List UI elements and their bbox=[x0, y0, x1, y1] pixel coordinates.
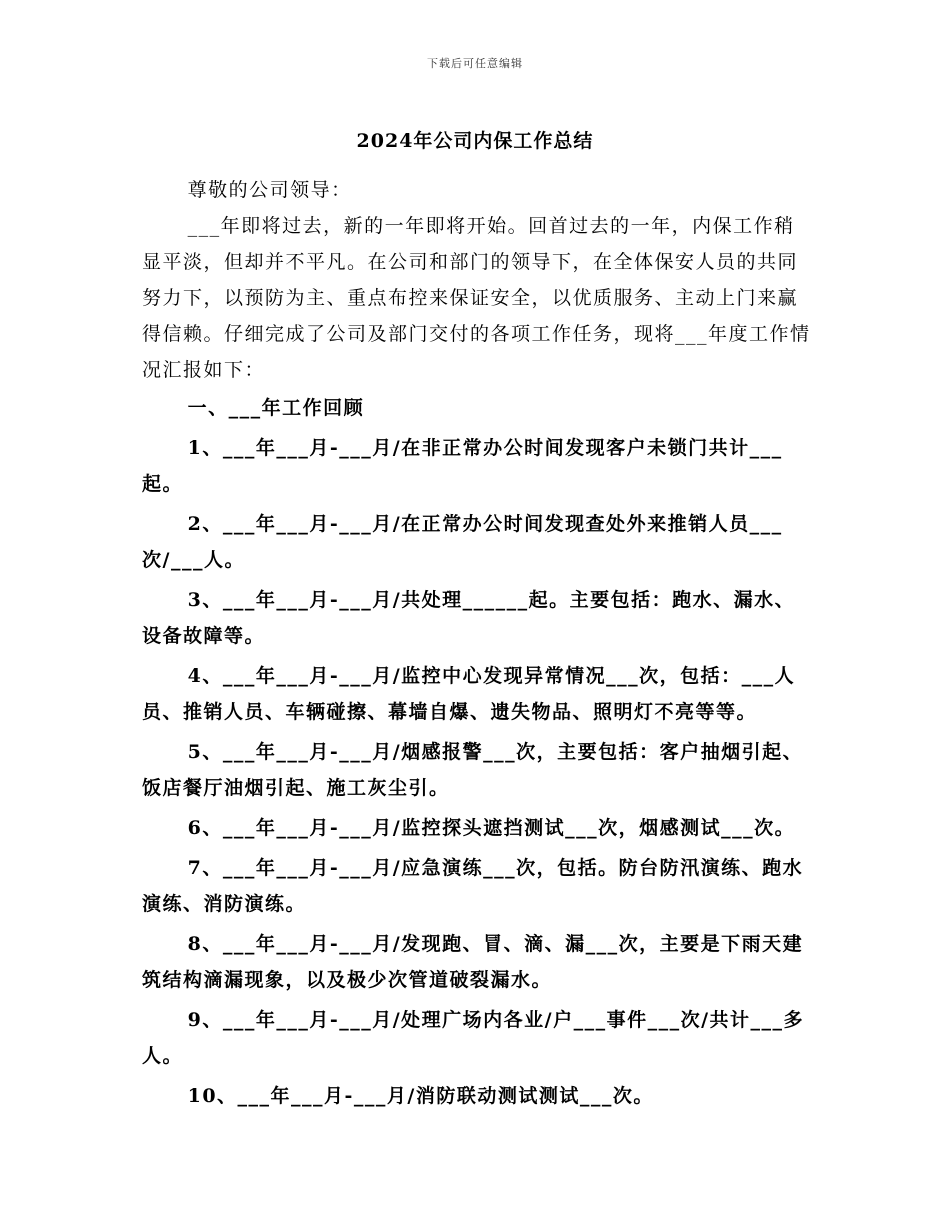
document-title: 2024年公司内保工作总结 bbox=[356, 130, 594, 152]
section-heading: 一、___年工作回顾 bbox=[187, 397, 365, 419]
list-item-2: 2、___年___月-___月/在正常办公时间发现查处外来推销人员___次/___人。 bbox=[142, 513, 783, 571]
list-item-8: 8、___年___月-___月/发现跑、冒、滴、漏___次，主要是下雨天建筑结构滴漏现象，以及极少次管道破裂漏水。 bbox=[142, 933, 804, 991]
list-item-10: 10、___年___月-___月/消防联动测试测试___次。 bbox=[187, 1085, 654, 1107]
salutation: 尊敬的公司领导： bbox=[187, 179, 352, 201]
list-item-1: 1、___年___月-___月/在非正常办公时间发现客户未锁门共计___起。 bbox=[142, 437, 783, 495]
list-item-6: 6、___年___月-___月/监控探头遮挡测试___次，烟感测试___次。 bbox=[187, 817, 796, 839]
page-header-note: 下载后可任意编辑 bbox=[427, 57, 523, 70]
list-item-3: 3、___年___月-___月/共处理______起。主要包括：跑水、漏水、设备故障等。 bbox=[142, 589, 796, 647]
intro-paragraph: ___年即将过去，新的一年即将开始。回首过去的一年，内保工作稍显平淡，但却并不平凡。在公司和部门的领导下，在全体保安人员的共同努力下，以预防为主、重点布控来保证安全，以优质服务、主动上门来赢得信赖。仔细完成了公司及部门交付的各项工作任务，现将___年度工作情况汇报如下： bbox=[142, 215, 811, 381]
list-item-9: 9、___年___月-___月/处理广场内各业/户___事件___次/共计___多人。 bbox=[142, 1009, 805, 1067]
list-item-5: 5、___年___月-___月/烟感报警___次，主要包括：客户抽烟引起、饭店餐厅油烟引起、施工灰尘引。 bbox=[142, 741, 804, 799]
list-item-7: 7、___年___月-___月/应急演练___次，包括。防台防汛演练、跑水演练、消防演练。 bbox=[142, 857, 804, 915]
document-body bbox=[142, 172, 812, 1114]
list-item-4: 4、___年___月-___月/监控中心发现异常情况___次，包括：___人员、推销人员、车辆碰擦、幕墙自爆、遗失物品、照明灯不亮等等。 bbox=[142, 665, 796, 723]
